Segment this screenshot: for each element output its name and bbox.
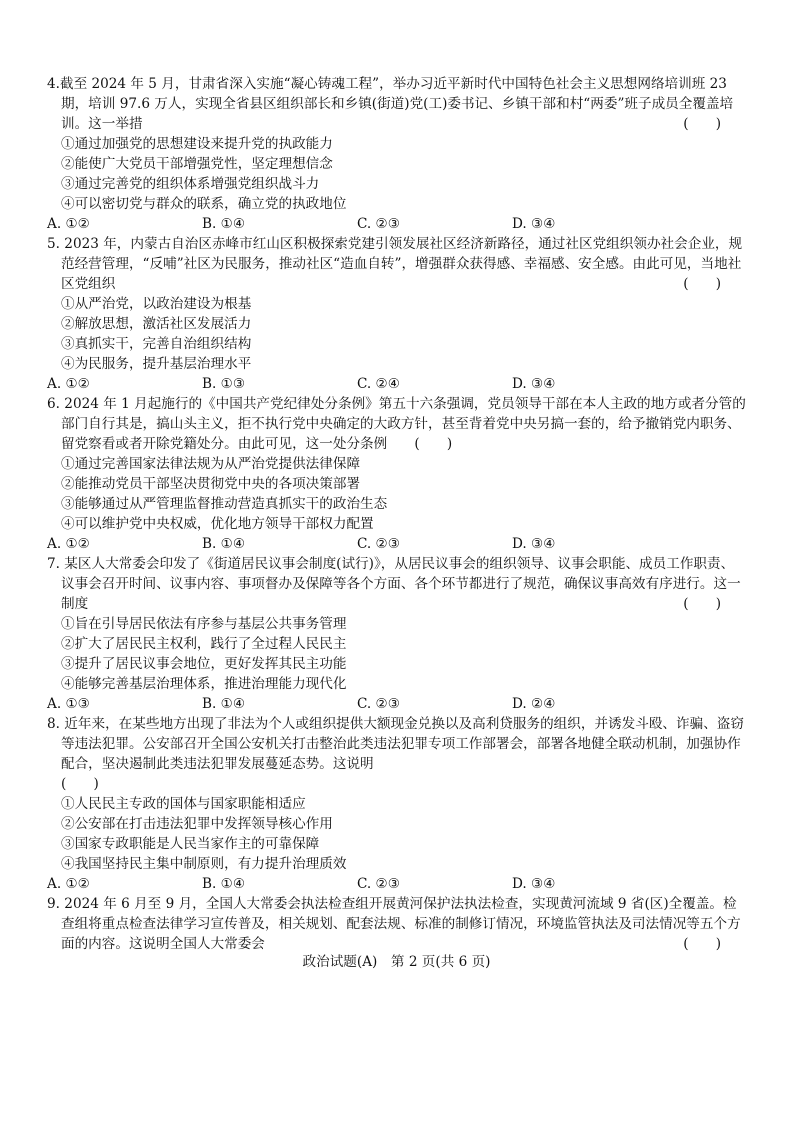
option: ②公安部在打击违法犯罪中发挥领导核心作用	[61, 816, 333, 832]
answer-paren: ( )	[683, 116, 721, 132]
choice-a: A. ①③	[47, 696, 90, 712]
choice-row	[47, 374, 747, 394]
choice-b: B. ①③	[202, 376, 246, 392]
question-stem: 4.截至 2024 年 5 月，甘肃省深入实施“凝心铸魂工程”，举办习近平新时代中国特色社会主义思想网络培训班 23 期，培训 97.6 万人，实现全省县区组织部长和乡镇(街道)党(工)委书记、乡镇干部和村“两委”班子成员全覆盖培训。这一举措	[47, 76, 734, 132]
question-stem: 5. 2023 年，内蒙古自治区赤峰市红山区积极探索党建引领发展社区经济新路径，通过社区党组织领办社会企业，规范经营管理，“反哺”社区为民服务，推动社区“造血自转”，增强群众获得感、幸福感、安全感。由此可见，当地社区党组织	[47, 236, 743, 292]
choice-row	[47, 874, 747, 894]
choice-a: A. ①②	[47, 376, 90, 392]
question-stem: 6. 2024 年 1 月起施行的《中国共产党纪律处分条例》第五十六条强调，党员领导干部在本人主政的地方或者分管的部门自行其是，搞山头主义，拒不执行党中央确定的大政方针，甚至背着党中央另搞一套的，给予撤销党内职务、留党察看或者开除党籍处分。由此可见，这一处分条例 ( )	[47, 396, 746, 452]
option: ③通过完善党的组织体系增强党组织战斗力	[61, 176, 320, 192]
choice-d: D. ③④	[512, 536, 556, 552]
answer-paren: ( )	[683, 276, 721, 292]
question-stem: 7. 某区人大常委会印发了《街道居民议事会制度(试行)》，从居民议事会的组织领导、议事会职能、成员工作职责、议事会召开时间、议事内容、事项督办及保障等各个方面、各个环节都进行了规范，确保议事高效有序进行。这一制度	[47, 556, 741, 612]
choice-a: A. ①②	[47, 876, 90, 892]
question-4	[47, 74, 747, 234]
choice-c: C. ②③	[357, 536, 400, 552]
choice-c: C. ②③	[357, 876, 400, 892]
choice-row	[47, 534, 747, 554]
option: ①旨在引导居民依法有序参与基层公共事务管理	[61, 616, 347, 632]
option: ④我国坚持民主集中制原则，有力提升治理质效	[61, 856, 347, 872]
question-stem: 9. 2024 年 6 月至 9 月，全国人大常委会执法检查组开展黄河保护法执法检查，实现黄河流域 9 省(区)全覆盖。检查组将重点检查法律学习宣传普及，相关规划、配套法规、标准的制修订情况，环境监管执法及司法情况等五个方面的内容。这说明全国人大常委会	[47, 896, 741, 952]
option: ④可以维护党中央权威，优化地方领导干部权力配置	[61, 516, 374, 532]
choice-b: B. ①④	[202, 216, 246, 232]
question-6	[47, 394, 747, 554]
option: ②扩大了居民民主权利，践行了全过程人民民主	[61, 636, 347, 652]
option: ④可以密切党与群众的联系，确立党的执政地位	[61, 196, 347, 212]
choice-a: A. ①②	[47, 536, 90, 552]
choice-c: C. ②③	[357, 216, 400, 232]
answer-paren: ( )	[683, 936, 721, 952]
option: ①通过完善国家法律法规为从严治党提供法律保障	[61, 456, 361, 472]
option: ④能够完善基层治理体系，推进治理能力现代化	[61, 676, 347, 692]
option: ③提升了居民议事会地位，更好发挥其民主功能	[61, 656, 347, 672]
answer-paren: ( )	[61, 776, 99, 792]
option: ③国家专政职能是人民当家作主的可靠保障	[61, 836, 320, 852]
choice-d: D. ③④	[512, 216, 556, 232]
option: ①人民民主专政的国体与国家职能相适应	[61, 796, 306, 812]
option: ②能推动党员干部坚决贯彻党中央的各项决策部署	[61, 476, 361, 492]
question-list	[47, 74, 747, 954]
question-5	[47, 234, 747, 394]
choice-row	[47, 694, 747, 714]
choice-d: D. ②④	[512, 696, 556, 712]
option: ③真抓实干，完善自治组织结构	[61, 336, 252, 352]
choice-c: C. ②③	[357, 696, 400, 712]
choice-d: D. ③④	[512, 876, 556, 892]
choice-b: B. ①④	[202, 536, 246, 552]
option: ①通过加强党的思想建设来提升党的执政能力	[61, 136, 333, 152]
option: ②解放思想，激活社区发展活力	[61, 316, 252, 332]
page-footer: 政治试题(A) 第 2 页(共 6 页)	[302, 954, 491, 970]
choice-c: C. ②④	[357, 376, 400, 392]
choice-a: A. ①②	[47, 216, 90, 232]
answer-paren: ( )	[683, 596, 721, 612]
choice-b: B. ①④	[202, 696, 246, 712]
question-8	[47, 714, 747, 894]
question-9	[47, 894, 747, 954]
choice-d: D. ③④	[512, 376, 556, 392]
question-stem: 8. 近年来，在某些地方出现了非法为个人或组织提供大额现金兑换以及高利贷服务的组织，并诱发斗殴、诈骗、盗窃等违法犯罪。公安部召开全国公安机关打击整治此类违法犯罪专项工作部署会，部署各地健全联动机制，加强协作配合，坚决遏制此类违法犯罪发展蔓延态势。这说明	[47, 716, 744, 772]
choice-b: B. ①④	[202, 876, 246, 892]
choice-row	[47, 214, 747, 234]
option: ④为民服务，提升基层治理水平	[61, 356, 252, 372]
question-7	[47, 554, 747, 714]
option: ②能使广大党员干部增强党性，坚定理想信念	[61, 156, 333, 172]
option: ③能够通过从严管理监督推动营造真抓实干的政治生态	[61, 496, 388, 512]
option: ①从严治党，以政治建设为根基	[61, 296, 252, 312]
